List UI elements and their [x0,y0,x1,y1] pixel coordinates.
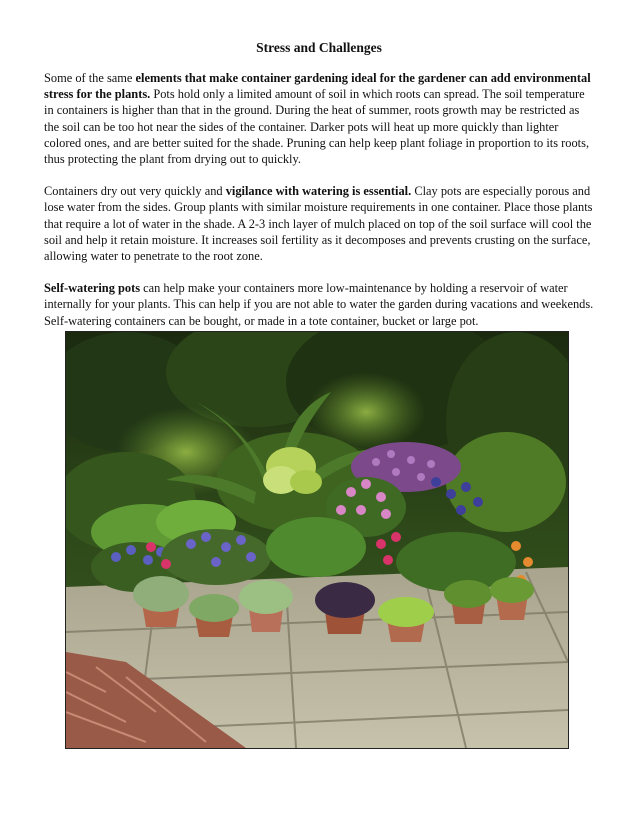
paragraph-stress [44,70,596,167]
para2-text-a: Containers dry out very quickly and [44,184,226,199]
paragraph-watering [44,183,596,264]
page-title: Stress and Challenges [256,40,382,55]
para1-text-b: Pots hold only a limited amount of soil in which roots can spread. The soil temperature in containers is higher than that in the ground. During the heat of summer, roots growth may be restricted as the soil can be too hot near the sides of the container. Darker pots will heat up more quickly than lighter colored ones, and are better suited for the shade. Pruning can help keep plant foliage in proportion to its roots, thus protecting the plant from drying out to quickly. [44,87,590,167]
paragraph-self-watering [44,280,596,329]
para3-text: can help make your containers more low-maintenance by holding a reservoir of water internally for your plants. This can help if you are not able to water the garden during vacations and weekends. Self-watering containers can be bought, or made in a tote container, bucket or large pot. [44,281,594,328]
container-garden-photo [65,331,569,749]
para2-bold: vigilance with watering is essential. [225,184,412,199]
body-text [44,70,596,345]
para2-text-b: Clay pots are especially porous and lose water from the sides. Group plants with similar moisture requirements in one container. Place those plants that require a lot of water in the shade. A 2-3 inch layer of mulch placed on top of the soil surface will cool the soil and help it retain moisture. It increases soil fertility as it decomposes and prevents crusting on the surface, allowing water to penetrate to the root zone. [44,184,593,264]
para3-bold: Self-watering pots [44,281,141,296]
para1-text-a: Some of the same [44,71,136,85]
photo-illustration [66,332,568,748]
para1-bold: elements that make container gardening ideal for the gardener can add environmental stress for the plants. [44,71,591,102]
